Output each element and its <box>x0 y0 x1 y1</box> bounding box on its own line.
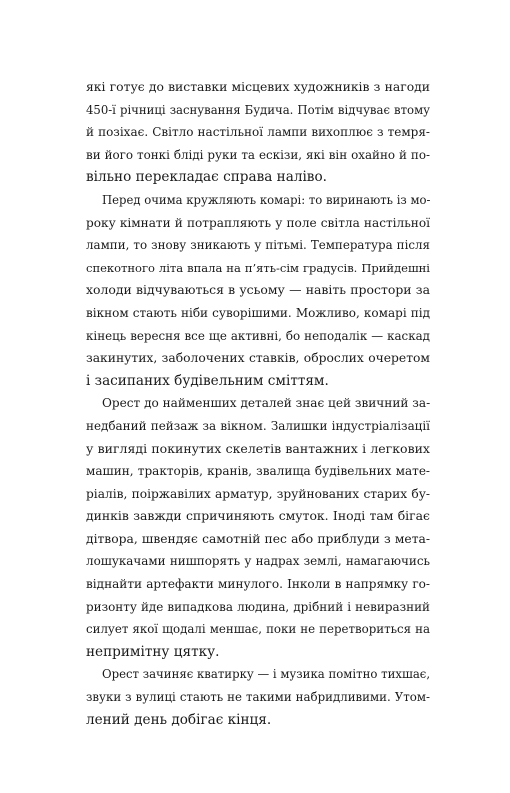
paragraph-2 <box>86 189 430 392</box>
paragraph-1 <box>86 76 430 189</box>
text-line: року кімнати й потрапляють у поле світла настільної <box>86 215 430 230</box>
body-text <box>86 76 430 731</box>
text-line: Перед очима кружляють комарі: то виринають із мо- <box>102 192 431 207</box>
text-line: і засипаних будівельним сміттям. <box>86 372 329 389</box>
text-line: вільно перекладає справа наліво. <box>86 169 327 186</box>
text-line: динків завжди спричиняють смуток. Іноді там бігає <box>86 508 430 524</box>
text-line: які готує до виставки місцевих художників з нагоди <box>86 80 430 94</box>
text-line: холоди відчуваються в усьому — навіть простори за <box>86 282 430 298</box>
text-line: ризонту йде випадкова людина, дрібний і невиразний <box>86 599 430 614</box>
text-line: лампи, то знову зникають у пітьмі. Температура після <box>86 238 430 253</box>
text-line: Орест зачиняє кватирку — і музика помітно тихшає, <box>102 667 431 682</box>
text-line: закинутих, заболочених ставків, оброслих очеретом <box>86 351 430 366</box>
text-line: недбаний пейзаж за вікном. Залишки індустріалізації <box>86 418 430 433</box>
text-line: 450-ї річниці заснування Будича. Потім відчуває втому <box>86 102 430 117</box>
text-line: й позіхає. Світло настільної лампи вихоплює з темря- <box>86 125 430 140</box>
text-line: дітвора, швендяє самотній пес або приблуди з мета- <box>86 531 430 546</box>
text-line: спекотного літа впала на п’ять-сім градусів. Прийдешні <box>86 260 430 275</box>
text-line: непримітну цятку. <box>86 643 220 660</box>
paragraph-3 <box>86 392 430 663</box>
text-line: лений день добігає кінця. <box>86 711 272 728</box>
paragraph-4 <box>86 663 430 731</box>
text-line: звуки з вулиці стають не такими набридливими. Утом- <box>86 690 430 705</box>
text-line: силует якої щодалі меншає, поки не перетвориться на <box>86 622 430 637</box>
text-line: лошукачами нишпорять у надрах землі, намагаючись <box>86 554 430 569</box>
text-line: ви його тонкі бліді руки та ескізи, які він охайно й по- <box>86 147 430 162</box>
text-line: машин, тракторів, кранів, звалища будівельних мате- <box>86 464 430 479</box>
text-line: ріалів, поіржавілих арматур, зруйнованих старих бу- <box>86 486 430 501</box>
text-line: кінець вересня все ще активні, бо неподалік — каскад <box>86 328 430 343</box>
text-line: вікном стають ніби суворішими. Можливо, комарі під <box>86 305 430 320</box>
text-line: Орест до найменших деталей знає цей звичний за- <box>102 396 431 411</box>
text-line: віднайти артефакти минулого. Інколи в напрямку го- <box>86 577 430 592</box>
text-line: у вигляді покинутих скелетів вантажних і легкових <box>86 440 430 456</box>
